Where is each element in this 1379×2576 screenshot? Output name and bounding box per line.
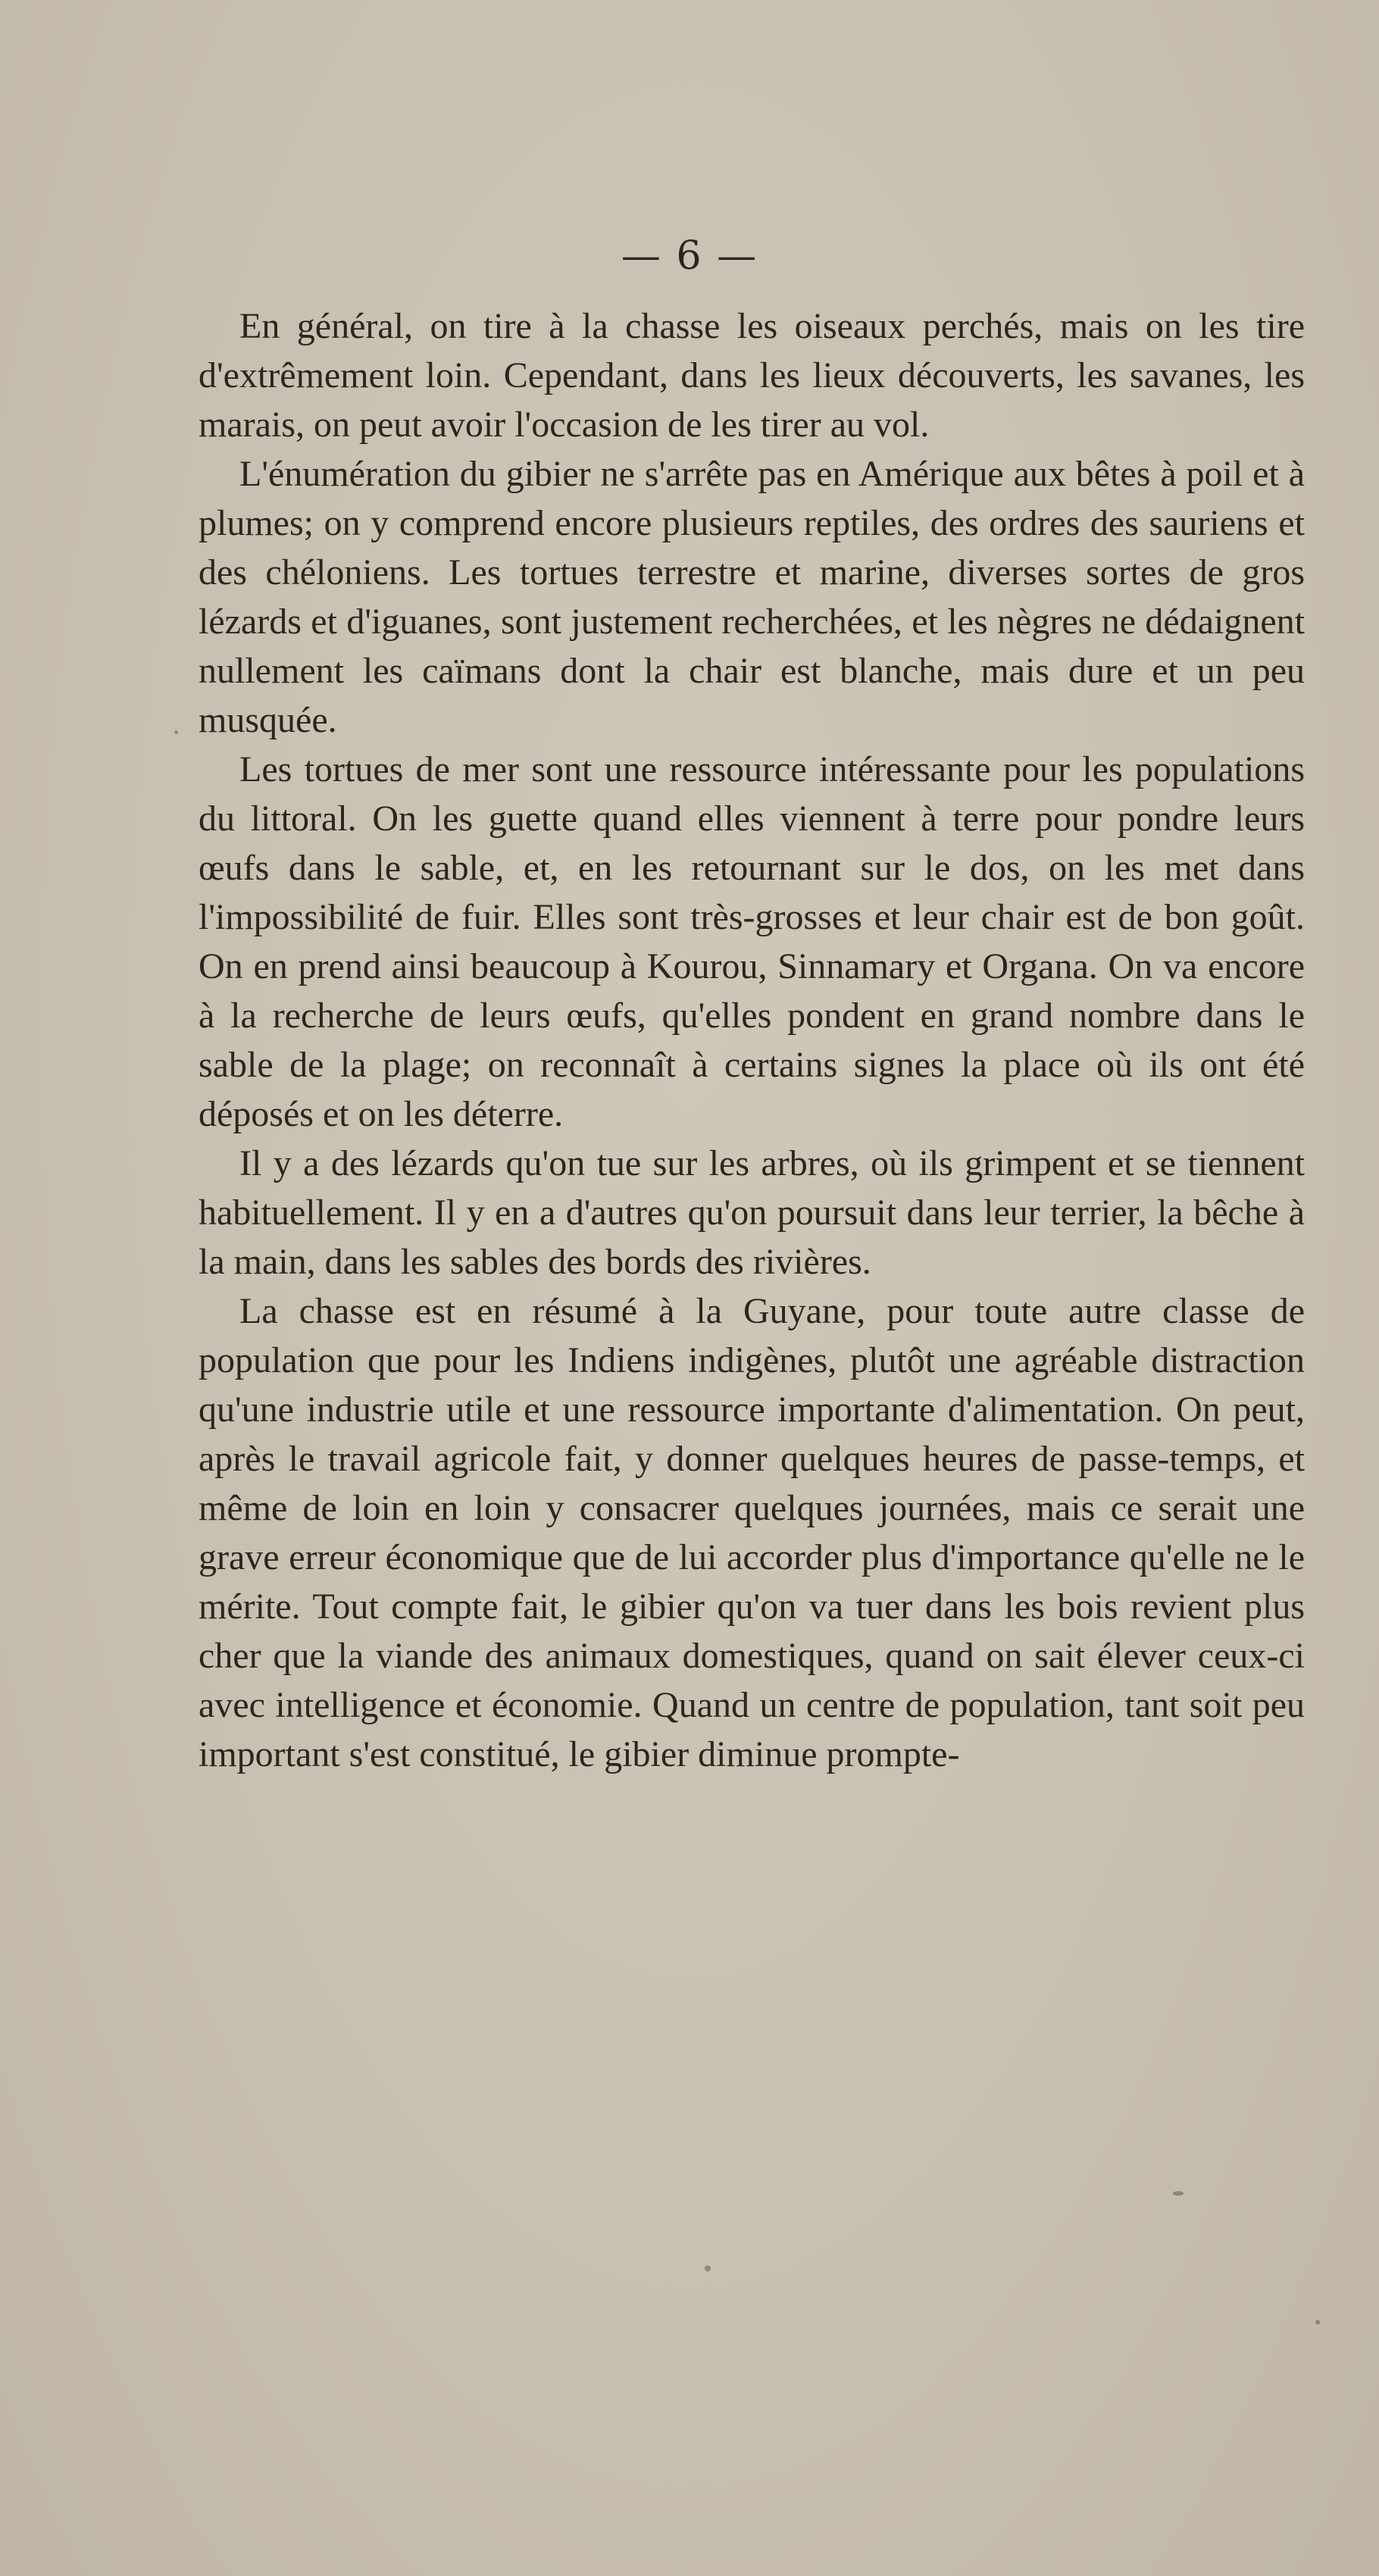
paper-speck	[705, 2265, 711, 2271]
paragraph-2: L'énumération du gibier ne s'arrête pas en Amérique aux bêtes à poil et à plumes; on y comprend encore plusieurs reptiles, des ordres des sauriens et des chéloniens. Les tortues terrestre et marine, diverses sortes de gros lézards et d'iguanes, sont justement recherchées, et les nègres ne dédaignent nullement les caïmans dont la chair est blanche, mais dure et un peu musquée.	[199, 454, 1305, 740]
page-number: — 6 —	[621, 233, 758, 279]
paragraph-5: La chasse est en résumé à la Guyane, pour toute autre classe de population que pour les Indiens indigènes, plutôt une agréable distraction qu'une industrie utile et une ressource importante d'alimentation. On peut, après le travail agricole fait, y donner quelques heures de passe-temps, et même de loin en loin y consacrer quelques journées, mais ce serait une grave erreur économique que de lui accorder plus d'importance qu'elle ne le mérite. Tout compte fait, le gibier qu'on va tuer dans les bois revient plus cher que la viande des animaux domestiques, quand on sait élever ceux-ci avec intelligence et économie. Quand un centre de population, tant soit peu important s'est constitué, le gibier diminue prompte-	[199, 1291, 1305, 1774]
paper-speck	[1173, 2191, 1184, 2196]
body-text	[199, 302, 1305, 1779]
paper-speck	[174, 730, 178, 734]
paragraph-3: Les tortues de mer sont une ressource intéressante pour les populations du littoral. On les guette quand elles viennent à terre pour pondre leurs œufs dans le sable, et, en les retournant sur le dos, on les met dans l'impossibilité de fuir. Elles sont très-grosses et leur chair est de bon goût. On en prend ainsi beaucoup à Kourou, Sinnamary et Organa. On va encore à la recherche de leurs œufs, qu'elles pondent en grand nombre dans le sable de la plage; on reconnaît à certains signes la place où ils ont été déposés et on les déterre.	[199, 749, 1305, 1134]
paper-speck	[1315, 2320, 1320, 2324]
paragraph-1: En général, on tire à la chasse les oiseaux perchés, mais on les tire d'extrêmement loin. Cependant, dans les lieux découverts, les savanes, les marais, on peut avoir l'occasion de les tirer au vol.	[199, 306, 1305, 445]
paragraph-4: Il y a des lézards qu'on tue sur les arbres, où ils grimpent et se tiennent habituellement. Il y en a d'autres qu'on poursuit dans leur terrier, la bêche à la main, dans les sables des bords des rivières.	[199, 1143, 1305, 1282]
